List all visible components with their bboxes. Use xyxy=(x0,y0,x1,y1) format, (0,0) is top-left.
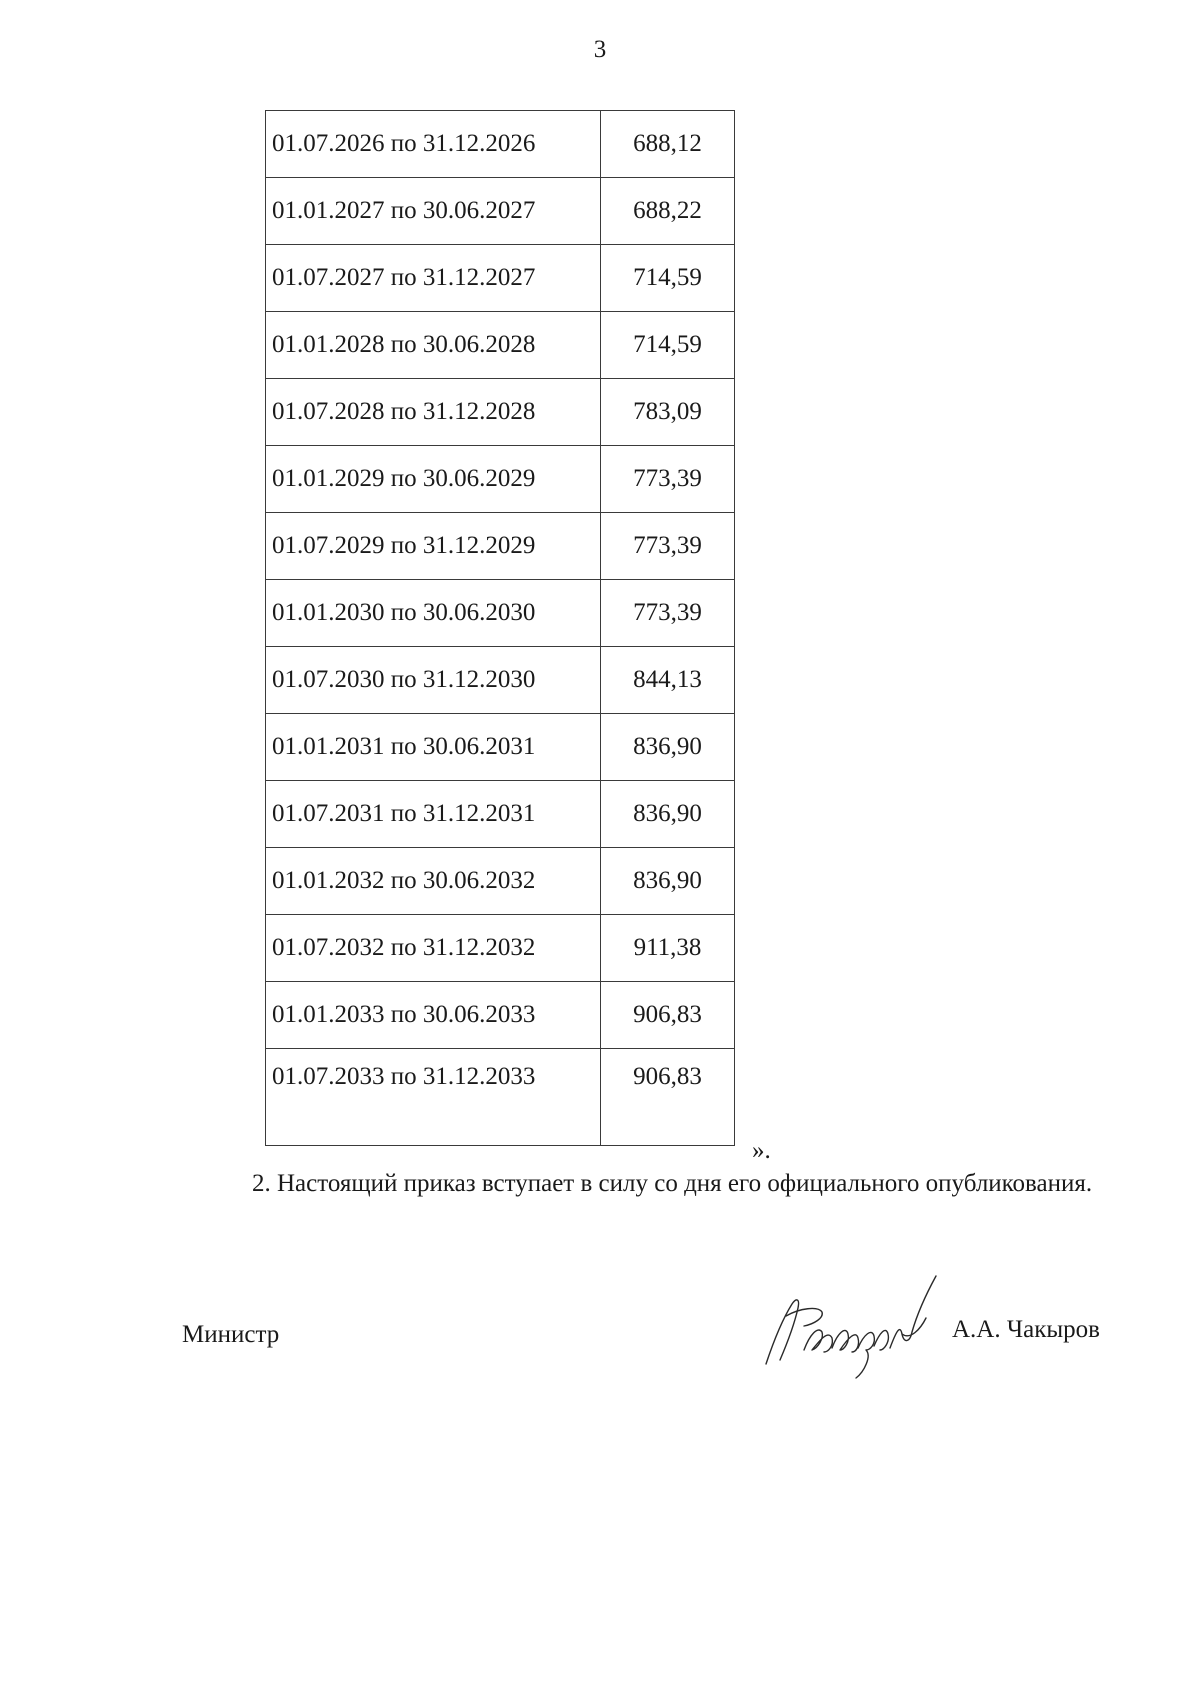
table-row xyxy=(266,312,735,379)
value-cell: 844,13 xyxy=(601,647,735,714)
period-cell: 01.01.2027 по 30.06.2027 xyxy=(266,178,601,245)
period-cell: 01.01.2032 по 30.06.2032 xyxy=(266,848,601,915)
period-cell: 01.01.2031 по 30.06.2031 xyxy=(266,714,601,781)
value-cell: 836,90 xyxy=(601,781,735,848)
table-row xyxy=(266,178,735,245)
table-row xyxy=(266,580,735,647)
value-cell: 906,83 xyxy=(601,982,735,1049)
table-row xyxy=(266,647,735,714)
value-cell: 773,39 xyxy=(601,446,735,513)
value-cell: 783,09 xyxy=(601,379,735,446)
value-cell: 836,90 xyxy=(601,848,735,915)
table-row xyxy=(266,781,735,848)
table-row xyxy=(266,379,735,446)
table-row xyxy=(266,714,735,781)
period-cell: 01.07.2030 по 31.12.2030 xyxy=(266,647,601,714)
table-row xyxy=(266,111,735,178)
period-cell: 01.01.2033 по 30.06.2033 xyxy=(266,982,601,1049)
value-cell: 773,39 xyxy=(601,513,735,580)
tariff-table-body xyxy=(266,111,735,1146)
value-cell: 911,38 xyxy=(601,915,735,982)
page-number: 3 xyxy=(593,36,607,63)
table-row xyxy=(266,1049,735,1146)
table-row xyxy=(266,446,735,513)
value-cell: 688,12 xyxy=(601,111,735,178)
period-cell: 01.01.2028 по 30.06.2028 xyxy=(266,312,601,379)
period-cell: 01.01.2029 по 30.06.2029 xyxy=(266,446,601,513)
value-cell: 836,90 xyxy=(601,714,735,781)
period-cell: 01.01.2030 по 30.06.2030 xyxy=(266,580,601,647)
value-cell: 714,59 xyxy=(601,312,735,379)
period-cell: 01.07.2026 по 31.12.2026 xyxy=(266,111,601,178)
value-cell: 714,59 xyxy=(601,245,735,312)
value-cell: 773,39 xyxy=(601,580,735,647)
period-cell: 01.07.2033 по 31.12.2033 xyxy=(266,1049,601,1146)
paragraph-2: 2. Настоящий приказ вступает в силу со дня его официального опубликования. xyxy=(252,1170,1093,1197)
table-row xyxy=(266,982,735,1049)
period-cell: 01.07.2028 по 31.12.2028 xyxy=(266,379,601,446)
tariff-table xyxy=(265,110,735,1146)
signatory-name: А.А. Чакыров xyxy=(952,1316,1100,1343)
handwritten-signature xyxy=(760,1268,960,1388)
period-cell: 01.07.2031 по 31.12.2031 xyxy=(266,781,601,848)
table-row xyxy=(266,245,735,312)
value-cell: 688,22 xyxy=(601,178,735,245)
value-cell: 906,83 xyxy=(601,1049,735,1146)
period-cell: 01.07.2027 по 31.12.2027 xyxy=(266,245,601,312)
signatory-position: Министр xyxy=(182,1321,280,1348)
table-row xyxy=(266,848,735,915)
period-cell: 01.07.2029 по 31.12.2029 xyxy=(266,513,601,580)
period-cell: 01.07.2032 по 31.12.2032 xyxy=(266,915,601,982)
table-row xyxy=(266,513,735,580)
table-row xyxy=(266,915,735,982)
closing-quote: ». xyxy=(752,1137,771,1164)
